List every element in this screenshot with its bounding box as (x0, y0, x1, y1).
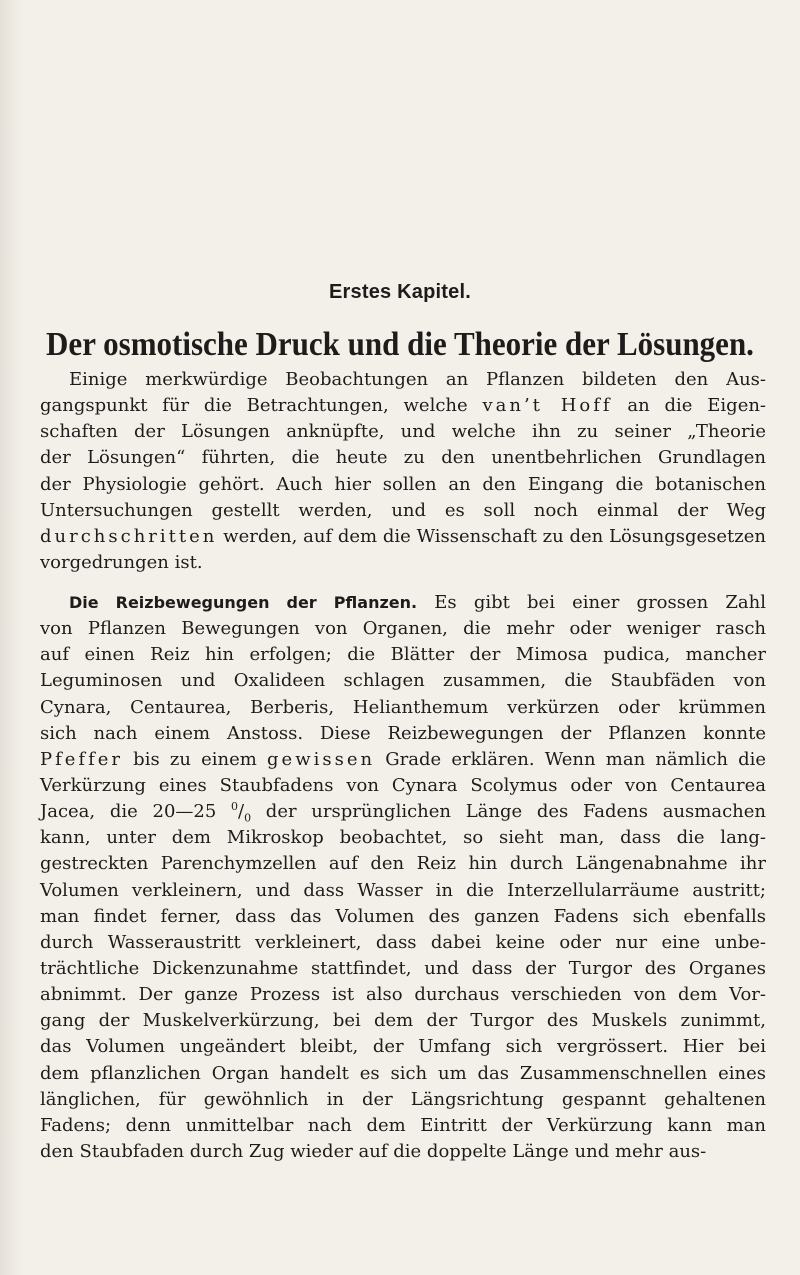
text-line (40, 825, 766, 851)
paragraph-2 (40, 590, 766, 1165)
text-line (40, 904, 766, 930)
text-segment: dem pflanzlichen Organ handelt es sich um das Zusammenschnellen eines (40, 1062, 766, 1084)
text-line (40, 1034, 766, 1060)
text-line (40, 930, 766, 956)
text-segment: Cynara, Centaurea, Berberis, Helianthemum verkürzen oder krümmen (40, 696, 766, 718)
text-segment: Verkürzung eines Staubfadens von Cynara Scolymus oder von Centaurea (40, 774, 766, 796)
text-segment: man findet ferner, dass das Volumen des ganzen Fadens sich ebenfalls (40, 905, 766, 927)
text-line (40, 721, 766, 747)
chapter-label: Erstes Kapitel. (329, 281, 471, 303)
text-segment: bis zu einem (123, 748, 268, 770)
text-segment: der ursprünglichen Länge des Fadens ausmachen (251, 801, 766, 823)
text-line (40, 1113, 766, 1139)
text-segment: an die Eigen- (612, 395, 767, 417)
subscript: 0 (244, 811, 252, 825)
text-segment: Einige merkwürdige Beobachtungen an Pflanzen bildeten den Aus- (69, 369, 766, 390)
text-segment: gangspunkt für die Betrachtungen, welche (40, 395, 483, 417)
text-line (40, 956, 766, 982)
text-segment: trächtliche Dickenzunahme stattfindet, und dass der Turgor des Organes (40, 957, 766, 979)
text-line (40, 982, 766, 1008)
text-line (40, 616, 766, 642)
text-line (40, 695, 766, 721)
text-line (40, 799, 766, 825)
spaced-name: gewissen (267, 748, 376, 770)
text-line (40, 851, 766, 877)
text-segment: durch Wasseraustritt verkleinert, dass dabei keine oder nur eine unbe- (40, 931, 766, 953)
text-segment: gestreckten Parenchymzellen auf den Reiz hin durch Längenabnahme ihr (40, 853, 766, 875)
text-segment: Untersuchungen gestellt werden, und es soll noch einmal der Weg (40, 499, 766, 521)
text-line (40, 1139, 766, 1165)
text-segment: gang der Muskelverkürzung, bei dem der Turgor des Muskels zunimmt, (40, 1010, 766, 1032)
text-segment: abnimmt. Der ganze Prozess ist also durchaus verschieden von dem Vor- (40, 984, 766, 1006)
text-segment: vorgedrungen ist. (40, 551, 203, 573)
spaced-name: Pfeffer (40, 748, 124, 770)
text-segment: schaften der Lösungen anknüpfte, und welche ihn zu seiner „Theorie (40, 421, 766, 443)
spaced-name: van’t Hoff (482, 395, 613, 417)
text-line (40, 393, 766, 419)
text-line (40, 878, 766, 904)
chapter-title: Der osmotische Druck und die Theorie der Lösungen. (46, 324, 754, 363)
text-line (40, 773, 766, 799)
text-line (40, 498, 766, 524)
text-segment: sich nach einem Anstoss. Diese Reizbewegungen der Pflanzen konnte (40, 722, 766, 744)
text-segment: Grade erklären. Wenn man nämlich die (375, 748, 767, 770)
text-segment: Fadens; denn unmittelbar nach dem Eintritt der Verkürzung kann man (40, 1114, 766, 1136)
text-line (40, 1087, 766, 1113)
text-segment: Volumen verkleinern, und dass Wasser in die Interzellularräume austritt; (40, 879, 766, 901)
text-line (40, 550, 766, 576)
text-segment: den Staubfaden durch Zug wieder auf die doppelte Länge und mehr aus- (40, 1140, 707, 1162)
text-line (40, 472, 766, 498)
text-segment: Es gibt bei einer grossen Zahl (417, 592, 766, 613)
text-segment: Leguminosen und Oxalideen schlagen zusammen, die Staubfäden von (40, 670, 766, 692)
text-line (40, 747, 766, 773)
text-line (40, 419, 766, 445)
text-line (40, 524, 766, 550)
spaced-name: durchschritten (40, 525, 218, 547)
text-line (40, 445, 766, 471)
text-segment: der Lösungen“ führten, die heute zu den unentbehrlichen Grundlagen (40, 447, 766, 469)
text-line (40, 1008, 766, 1034)
text-line (40, 1061, 766, 1087)
text-segment: kann, unter dem Mikroskop beobachtet, so sieht man, dass die lang- (40, 827, 766, 849)
superscript: 0 (231, 800, 239, 814)
text-segment: von Pflanzen Bewegungen von Organen, die mehr oder weniger rasch (40, 618, 766, 640)
section-heading: Die Reizbewegungen der Pflanzen. (69, 593, 418, 612)
text-segment: Jacea, die 20—25 (40, 801, 232, 823)
text-segment: das Volumen ungeändert bleibt, der Umfang sich vergrössert. Hier bei (40, 1036, 766, 1058)
text-segment: werden, auf dem die Wissenschaft zu den Lösungsgesetzen (217, 525, 766, 547)
text-segment: / (238, 801, 245, 823)
text-segment: länglichen, für gewöhnlich in der Längsrichtung gespannt gehaltenen (40, 1088, 766, 1110)
text-line (40, 668, 766, 694)
page-edge-shadow (0, 0, 22, 1275)
text-line (40, 590, 766, 616)
text-line (40, 367, 766, 393)
paragraph-1 (40, 367, 766, 576)
text-line (40, 642, 766, 668)
text-segment: auf einen Reiz hin erfolgen; die Blätter der Mimosa pudica, mancher (40, 644, 766, 666)
text-segment: der Physiologie gehört. Auch hier sollen an den Eingang die botanischen (40, 473, 766, 495)
